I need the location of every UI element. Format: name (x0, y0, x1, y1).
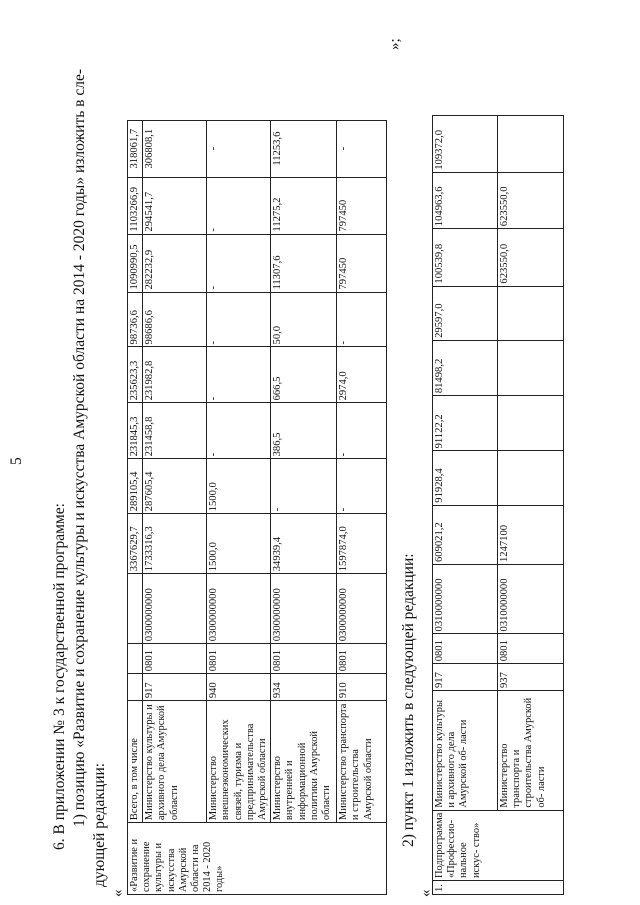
grbs-cell: 917 (143, 674, 207, 701)
value-cell: 623550,0 (498, 172, 564, 228)
value-cell: 1090990,5 (128, 234, 143, 292)
value-cell: 1733316,3 (143, 514, 207, 574)
grbs-cell: 910 (337, 674, 387, 701)
value-cell: 609021,2 (433, 505, 498, 564)
rz-cell (128, 644, 143, 674)
executor-cell: Министерство внутренней и информационной политики Амурской области (271, 701, 337, 823)
value-cell: - (207, 292, 271, 347)
rz-cell: 0801 (498, 634, 564, 664)
rz-cell: 0801 (271, 644, 337, 674)
program-name-cell: Подпрограмма «Профессио- нальное искус- ство» (433, 810, 564, 880)
item2-text: 2) пункт 1 изложить в следующей редакции: (400, 553, 417, 847)
table-1 (127, 11, 387, 895)
table-2 (432, 11, 564, 895)
value-cell: 1597874,0 (337, 514, 387, 574)
value-cell: 231458,8 (143, 403, 207, 459)
value-cell (498, 286, 564, 340)
value-cell: 81498,2 (433, 340, 498, 395)
csr-cell: 0300000000 (271, 574, 337, 644)
grbs-cell: 917 (433, 664, 498, 691)
executor-cell: Министерство культуры и архивного дела Амурской об- ласти (433, 691, 498, 811)
value-cell: - (337, 120, 387, 177)
value-cell: - (337, 459, 387, 514)
executor-cell: Министерство транспорта и строительства Амурской об- ласти (498, 691, 564, 811)
value-cell: 1500,0 (207, 514, 271, 574)
value-cell: - (207, 120, 271, 177)
heading: 6. В приложении № 3 к государственной программе: (51, 503, 68, 850)
value-cell: 1103266,9 (128, 177, 143, 234)
value-cell: 91122,2 (433, 396, 498, 451)
grbs-cell (128, 674, 143, 701)
value-cell: 235623,3 (128, 347, 143, 403)
table-row (337, 12, 387, 895)
value-cell: 797450 (337, 234, 387, 292)
value-cell: 666,5 (271, 347, 337, 403)
value-cell: 11307,6 (271, 234, 337, 292)
value-cell: 231845,3 (128, 403, 143, 459)
program-name-cell: «Развитие и сохранение культуры и искусства Амурской области на 2014 - 2020 годы» (128, 823, 387, 895)
value-cell: 231982,8 (143, 347, 207, 403)
close-quote-1: »; (387, 38, 403, 50)
executor-cell: Всего, в том числе (128, 701, 143, 823)
csr-cell: 0300000000 (143, 574, 207, 644)
executor-cell: Министерство культуры и архивного дела Амурской области (143, 701, 207, 823)
value-cell: - (207, 177, 271, 234)
value-cell: 98736,6 (128, 292, 143, 347)
row-number-cell: 1. (433, 881, 564, 895)
value-cell: 3367629,7 (128, 514, 143, 574)
value-cell: 797450 (337, 177, 387, 234)
item1-text-line2: дующей редакции: (91, 762, 108, 887)
page-number: 5 (8, 457, 25, 465)
grbs-cell: 937 (498, 664, 564, 691)
value-cell: 2974,0 (337, 347, 387, 403)
value-cell: 11253,6 (271, 120, 337, 177)
value-cell: 623550,0 (498, 229, 564, 286)
csr-cell: 0310000000 (498, 565, 564, 634)
csr-cell: 0310000000 (433, 565, 498, 634)
open-quote-1: « (110, 889, 126, 897)
value-cell: - (271, 459, 337, 514)
value-cell: - (337, 403, 387, 459)
value-cell: 294541,7 (143, 177, 207, 234)
open-quote-2: « (418, 889, 434, 897)
grbs-cell: 934 (271, 674, 337, 701)
value-cell: 289105,4 (128, 459, 143, 514)
value-cell: 91928,4 (433, 451, 498, 505)
value-cell (498, 116, 564, 172)
value-cell: 104963,6 (433, 172, 498, 228)
rz-cell: 0801 (337, 644, 387, 674)
csr-cell (128, 574, 143, 644)
executor-cell: Министерство внешнеэкономических связей, туризма и предпринимательства Амурской области (207, 701, 271, 823)
value-cell: 11275,2 (271, 177, 337, 234)
value-cell: - (207, 347, 271, 403)
table-row (143, 12, 207, 895)
value-cell: 98686,6 (143, 292, 207, 347)
value-cell: 386,5 (271, 403, 337, 459)
executor-cell: Министерство транспорта и строительства Амурской области (337, 701, 387, 823)
value-cell (498, 451, 564, 505)
rz-cell: 0801 (207, 644, 271, 674)
rz-cell: 0801 (143, 644, 207, 674)
item1-text-line1: 1) позицию «Развитие и сохранение культуры и искусства Амурской области на 2014 - 2020 годы» изложить в сле- (71, 68, 88, 827)
value-cell: - (207, 403, 271, 459)
value-cell: - (337, 292, 387, 347)
value-cell (498, 396, 564, 451)
value-cell: 34939,4 (271, 514, 337, 574)
value-cell (498, 340, 564, 395)
value-cell: 1500,0 (207, 459, 271, 514)
csr-cell: 0300000000 (337, 574, 387, 644)
value-cell: 306808,1 (143, 120, 207, 177)
value-cell: - (207, 234, 271, 292)
table-row (498, 12, 564, 895)
value-cell: 109372,0 (433, 116, 498, 172)
table-row (207, 12, 271, 895)
value-cell: 50,0 (271, 292, 337, 347)
value-cell: 29597,0 (433, 286, 498, 340)
csr-cell: 0300000000 (207, 574, 271, 644)
table-row (433, 12, 498, 895)
table-row (128, 12, 143, 895)
value-cell: 318061,7 (128, 120, 143, 177)
value-cell: 1247100 (498, 505, 564, 564)
rz-cell: 0801 (433, 634, 498, 664)
table-row (271, 12, 337, 895)
value-cell: 282232,9 (143, 234, 207, 292)
grbs-cell: 940 (207, 674, 271, 701)
value-cell: 100539,8 (433, 229, 498, 286)
value-cell: 287605,4 (143, 459, 207, 514)
